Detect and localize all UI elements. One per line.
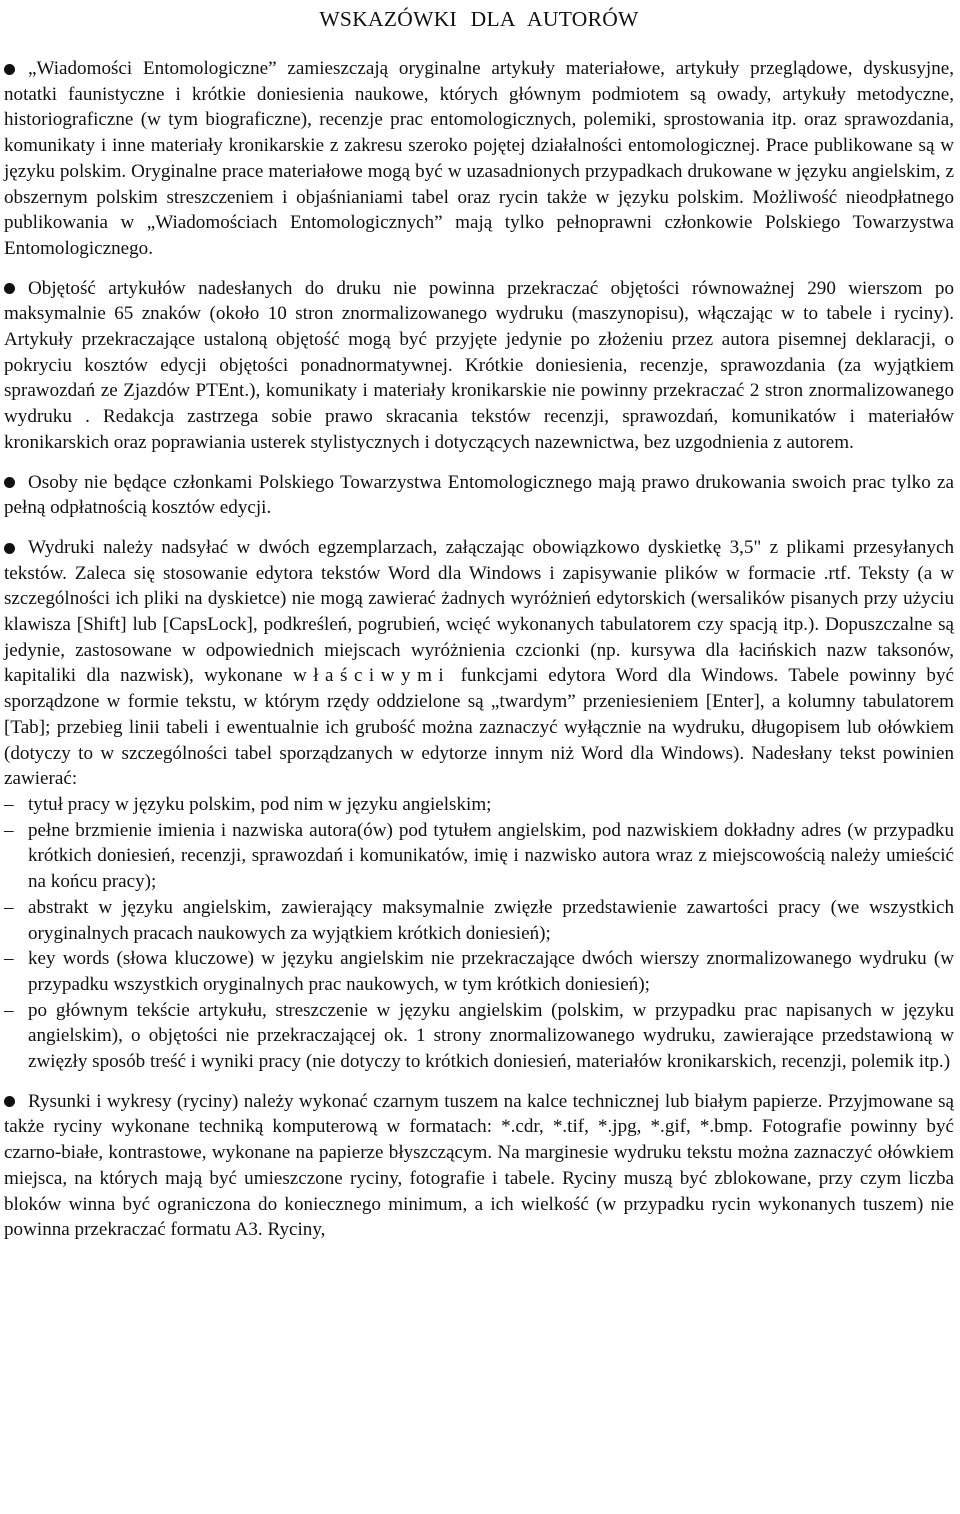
list-item-text: key words (słowa kluczowe) w języku angielskim nie przekraczające dwóch wierszy znormalizowanego wydruku (w przypadku wszystkich oryginalnych prac naukowych, w tym krótkich doniesień); (28, 948, 954, 995)
paragraph-figures (4, 1089, 954, 1243)
list-item-text: tytuł pracy w języku polskim, pod nim w języku angielskim; (28, 793, 492, 815)
page-title: WSKAZÓWKI DLA AUTORÓW (319, 7, 639, 31)
paragraph-scope-text: „Wiadomości Entomologiczne” zamieszczają oryginalne artykuły materiałowe, artykuły przeglądowe, dyskusyjne, notatki faunistyczne i krótkie doniesienia naukowe, których głównym podmiotem są owady, artykuły metodyczne, historiograficzne (w tym biograficzne), recenzje prac entomologicznych, polemiki, sprostowania itp. oraz sprawozdania, komunikaty i inne materiały kronikarskie z zakresu szeroko pojętej działalności entomologicznej. Prace publikowane są w języku polskim. Oryginalne prace materiałowe mogą być w uzasadnionych przypadkach drukowane w języku angielskim, z obszernym polskim streszczeniem i objaśnianiami tabel oraz rycin także w języku polskim. Możliwość nieodpłatnego publikowania w „Wiadomościach Entomologicznych” mają tylko pełnoprawni członkowie Polskiego Towarzystwa Entomologicznego. (4, 58, 954, 259)
list-item-text: po głównym tekście artykułu, streszczenie w języku angielskim (polskim, w przypadku prac napisanych w języku angielskim), o objętości nie przekraczającej ok. 1 strony znormalizowanego wydruku, zawierające przedstawioną w zwięzły sposób treść i wyniki pracy (nie dotyczy to krótkich doniesień, materiałów kronikarskich, recenzji, polemik itp.) (28, 999, 954, 1073)
list-item (4, 998, 954, 1075)
requirements-list (4, 792, 954, 1075)
spaced-emphasis-word: właściwymi (292, 665, 451, 687)
paragraph-non-members (4, 470, 954, 521)
list-item-text: pełne brzmienie imienia i nazwiska autora(ów) pod tytułem angielskim, pod nazwiskiem dokładny adres (w przypadku krótkich doniesień, recenzji, sprawozdań i komunikatów, imię i nazwisko autora wraz z miejscowością należy umieścić na końcu pracy); (28, 819, 954, 893)
bullet-icon (4, 64, 15, 75)
list-item (4, 792, 954, 818)
bullet-icon (4, 283, 15, 294)
list-item (4, 895, 954, 946)
paragraph-submission (4, 535, 954, 792)
paragraph-length (4, 276, 954, 456)
dash-marker: – (4, 999, 14, 1021)
list-item (4, 946, 954, 997)
bullet-icon (4, 1096, 15, 1107)
dash-marker: – (4, 896, 14, 918)
dash-marker: – (4, 793, 14, 815)
bullet-icon (4, 543, 15, 554)
list-item (4, 818, 954, 895)
paragraph-figures-text: Rysunki i wykresy (ryciny) należy wykonać czarnym tuszem na kalce technicznej lub białym papierze. Przyjmowane są także ryciny wykonane techniką komputerową w formatach: *.cdr, *.tif, *.jpg, *.gif, *.bmp. Fotografie powinny być czarno-białe, kontrastowe, wykonane na papierze błyszczącym. Na marginesie wydruku tekstu można zaznaczyć ołówkiem miejsca, na których mają być umieszczone ryciny, fotografie i tabele. Ryciny muszą być zblokowane, przy czym liczba bloków winna być ograniczona do koniecznego minimum, a ich wielkość (w przypadku rycin wykonanych tuszem) nie powinna przekraczać formatu A3. Ryciny, (4, 1090, 954, 1241)
dash-marker: – (4, 948, 14, 970)
bullet-icon (4, 477, 15, 488)
list-item-text: abstrakt w języku angielskim, zawierający maksymalnie zwięzłe przedstawienie zawartości pracy (we wszystkich oryginalnych pracach naukowych za wyjątkiem krótkich doniesień); (28, 896, 954, 944)
paragraph-submission-text: Wydruki należy nadsyłać w dwóch egzemplarzach, załączając obowiązkowo dyskietkę 3,5" z plikami przesyłanych tekstów. Zaleca się stosowanie edytora tekstów Word dla Windows i zapisywanie plików w formacie .rtf. Teksty (a w szczególności ich pliki na dyskietce) nie mogą zawierać żadnych wyróżnień edytorskich (wersalików pisanych przy użyciu klawisza [Shift] lub [CapsLock], podkreśleń, pogrubień, wcięć wykonanych tabulatorem czy spacją itp.). Dopuszczalne są jedynie, zastosowane w odpowiednich miejscach wyróżnienia czcionki (np. kursywa dla łacińskich nazw taksonów, kapitaliki dla nazwisk), wykonane (4, 536, 954, 687)
paragraph-scope (4, 56, 954, 262)
paragraph-submission-text-cont: funkcjami edytora Word dla Windows. Tabele powinny być sporządzone w formie tekstu, w którym rzędy oddzielone są „twardym” przeniesieniem [Enter], a kolumny tabulatorem [Tab]; przebieg linii tabeli i ewentualnie ich grubość można zaznaczyć wyłącznie na wydruku, długopisem lub ołówkiem (dotyczy to w szczególności tabel sporządzanych w edytorze innym niż Word dla Windows). Nadesłany tekst powinien zawierać: (4, 665, 954, 790)
paragraph-length-text: Objętość artykułów nadesłanych do druku nie powinna przekraczać objętości równoważnej 290 wierszom po maksymalnie 65 znaków (około 10 stron znormalizowanego wydruku (maszynopisu), włączając w to tabele i ryciny). Artykuły przekraczające ustaloną objętość mogą być przyjęte jedynie po złożeniu przez autora pisemnej deklaracji, o pokryciu kosztów edycji objętości ponadnormatywnej. Krótkie doniesienia, recenzje, sprawozdania (za wyjątkiem sprawozdań ze Zjazdów PTEnt.), komunikaty i materiały kronikarskie nie powinny przekraczać 2 stron znormalizowanego wydruku . Redakcja zastrzega sobie prawo skracania tekstów recenzji, sprawozdań, komunikatów i materiałów kronikarskich oraz poprawiania usterek stylistycznych i dotyczących nazewnictwa, bez uzgodnienia z autorem. (4, 277, 954, 453)
dash-marker: – (4, 819, 14, 841)
paragraph-non-members-text: Osoby nie będące członkami Polskiego Towarzystwa Entomologicznego mają prawo drukowania swoich prac tylko za pełną odpłatnością kosztów edycji. (4, 471, 954, 519)
